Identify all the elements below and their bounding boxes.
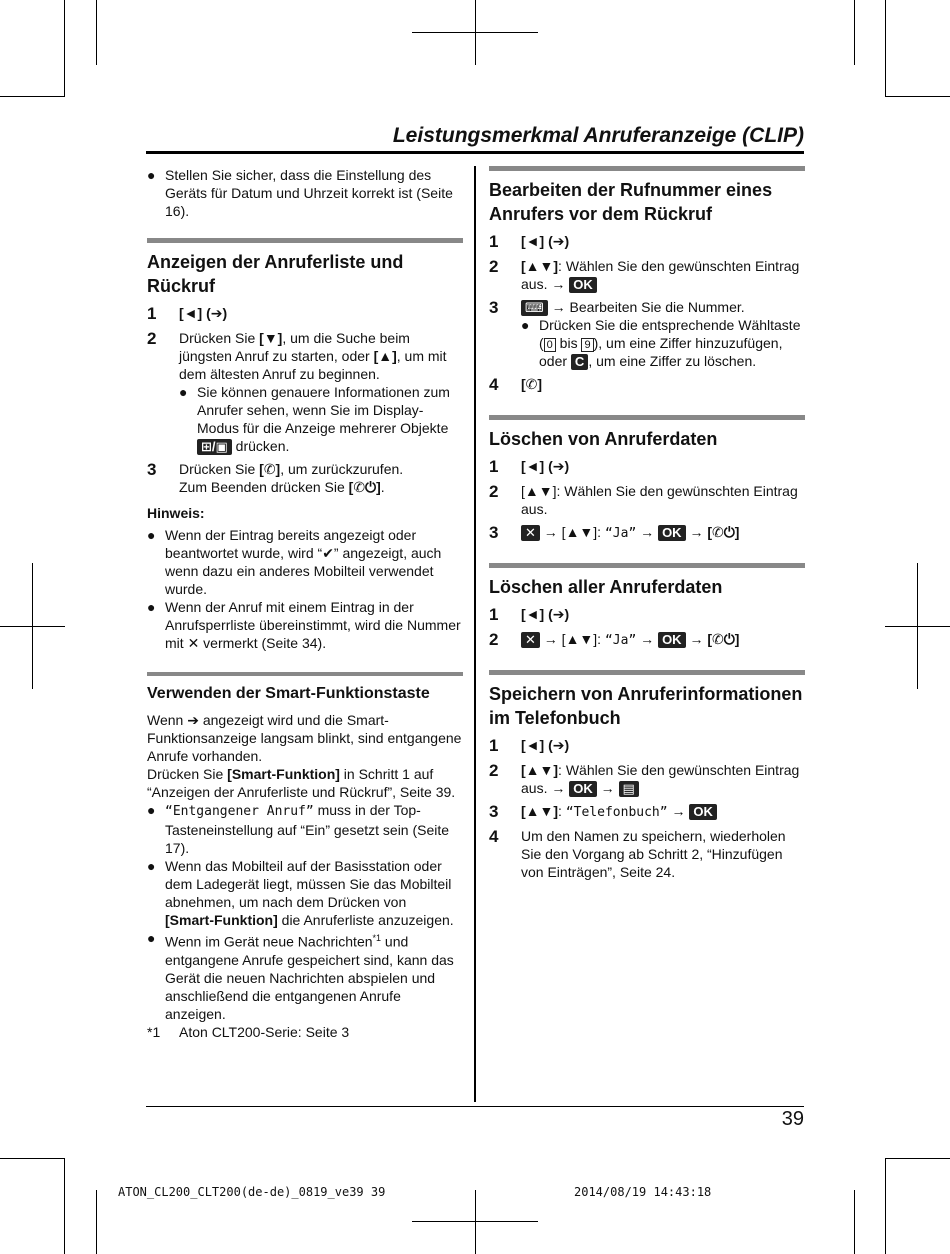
- bullet-text: [197, 383, 463, 455]
- key-up: [▲]: [373, 348, 397, 364]
- crop-mark: [412, 32, 538, 33]
- section-title-smart-key: Verwenden der Smart-Funktionstaste: [147, 672, 463, 705]
- bullet-text: [165, 598, 463, 652]
- step-3: [489, 523, 805, 543]
- step-number: 3: [489, 802, 499, 821]
- step-number: 2: [489, 257, 499, 276]
- note-bullet-1: [147, 526, 463, 598]
- text: drücken.: [231, 438, 290, 454]
- text: → [▲▼]:: [539, 524, 605, 540]
- step-3: [489, 802, 805, 822]
- step-text: [◄] (➔): [521, 233, 570, 249]
- text: Drücken Sie: [179, 461, 260, 477]
- smart-bullet-2: [147, 857, 463, 929]
- key-9: 9: [581, 338, 593, 352]
- step-text: [◄] (➔): [521, 458, 570, 474]
- multi-view-icon: ⊞/▣: [197, 439, 232, 455]
- crop-mark: [885, 96, 950, 97]
- blocked-call-icon: ✕: [187, 635, 200, 651]
- section-title-delete-all: Löschen aller Anruferdaten: [489, 563, 805, 599]
- crop-mark: [885, 1158, 886, 1254]
- crop-mark: [96, 0, 97, 65]
- talk-key-icon: [✆]: [521, 376, 543, 392]
- text: , um die Suche beim jüngsten Anruf zu starten, oder: [179, 330, 410, 364]
- print-slug-right: 2014/08/19 14:43:18: [574, 1185, 712, 1199]
- step-text: [◄] (➔): [521, 737, 570, 753]
- text: →: [636, 524, 659, 540]
- step-4: [489, 375, 805, 395]
- crop-mark: [412, 1221, 538, 1222]
- right-column: [489, 166, 805, 881]
- text: →: [636, 631, 659, 647]
- step-number: 1: [147, 304, 157, 323]
- step-text: Um den Namen zu speichern, wiederholen Sie den Vorgang ab Schritt 2, “Hinzufügen von Einträgen”, Seite 24.: [521, 828, 786, 880]
- talk-key-icon: [✆]: [259, 461, 281, 477]
- step-number: 2: [489, 630, 499, 649]
- step-1: [147, 304, 463, 324]
- off-key-icon: [✆⏻]: [348, 479, 381, 495]
- section-title-call-list: Anzeigen der Anruferliste und Rückruf: [147, 238, 463, 298]
- edit-icon: ⌨: [521, 300, 548, 316]
- step-number: 3: [489, 523, 499, 542]
- step-3-bullet: [521, 316, 805, 370]
- text: Drücken Sie: [147, 766, 228, 782]
- crop-mark: [64, 1158, 65, 1254]
- missed-call-icon: ➔: [187, 712, 199, 728]
- footnote-ref: *1: [372, 933, 382, 943]
- step-text: [▲▼]: Wählen Sie den gewünschten Eintrag aus.: [521, 483, 798, 517]
- bullet-text: [539, 316, 805, 370]
- intro-text: Stellen Sie sicher, dass die Einstellung des Geräts für Datum und Uhrzeit korrekt ist (Seite 16).: [165, 167, 453, 219]
- step-text: [179, 329, 463, 455]
- crop-mark: [885, 626, 950, 627]
- bullet-text: [165, 526, 463, 598]
- note-label: Hinweis:: [147, 505, 205, 521]
- text: → Bearbeiten Sie die Nummer.: [547, 299, 745, 315]
- menu-option: “Ja”: [604, 526, 637, 541]
- off-key-icon: → [✆⏻]: [685, 524, 740, 540]
- step-number: 1: [489, 457, 499, 476]
- smart-key-label: [Smart-Funktion]: [165, 912, 278, 928]
- text: ), um eine Ziffer hinzuzufügen, oder: [539, 335, 783, 369]
- navigator-key-icon: [▲▼]: [521, 762, 559, 778]
- step-2: [489, 482, 805, 518]
- smart-key-paragraph: [147, 711, 463, 801]
- step-1: [489, 736, 805, 756]
- step-3: [147, 460, 463, 496]
- footnote-text: Aton CLT200-Serie: Seite 3: [179, 1023, 350, 1040]
- step-number: 2: [147, 329, 157, 348]
- text: in Schritt 1 auf “Anzeigen der Anruferliste und Rückruf”, Seite 39.: [147, 766, 456, 800]
- section-title-edit-number: Bearbeiten der Rufnummer eines Anrufers vor dem Rückruf: [489, 166, 805, 226]
- bullet-dot: ●: [521, 317, 530, 333]
- bullet-dot: ●: [147, 527, 156, 543]
- footer-rule: [146, 1106, 804, 1107]
- text: und entgangene Anrufe gespeichert sind, kann das Gerät die neuen Nachrichten abspielen und anschließend die entgangenen Anrufe anzeigen.: [165, 933, 454, 1022]
- crop-mark: [885, 1158, 950, 1159]
- step-text: [179, 460, 463, 496]
- text: : Wählen Sie den gewünschten Eintrag aus. →: [521, 762, 800, 796]
- step-2: [489, 761, 805, 797]
- step-text: [521, 630, 805, 650]
- step-text: [◄] (➔): [521, 606, 570, 622]
- smart-bullet-3: [147, 929, 463, 1023]
- bullet-dot: ●: [147, 930, 156, 946]
- smart-key-label: [Smart-Funktion]: [227, 766, 340, 782]
- ok-key: OK: [569, 277, 597, 293]
- menu-option: “Telefonbuch”: [565, 805, 668, 820]
- crop-mark: [475, 1190, 476, 1254]
- key-down: [▼]: [259, 330, 283, 346]
- bullet-dot: ●: [147, 167, 156, 183]
- note-bullet-2: [147, 598, 463, 652]
- text: Wenn der Anruf mit einem Eintrag in der Anrufsperrliste übereinstimmt, wird die Nummer mit: [165, 599, 461, 651]
- text: Wenn: [147, 712, 188, 728]
- bullet-dot: ●: [147, 599, 156, 615]
- page-header-title: Leistungsmerkmal Anruferanzeige (CLIP): [392, 124, 804, 147]
- ok-key: OK: [689, 804, 717, 820]
- text: , um mit dem ältesten Anruf zu beginnen.: [179, 348, 447, 382]
- key-0: 0: [544, 338, 556, 352]
- check-icon: ✔: [322, 545, 334, 561]
- menu-option: “Entgangener Anruf”: [165, 804, 314, 819]
- step-2: [147, 329, 463, 455]
- text: muss in der Top-Tasteneinstellung auf “Ein” gesetzt sein (Seite 17).: [165, 802, 450, 856]
- step-text: [521, 298, 805, 370]
- step-2: [489, 630, 805, 650]
- left-column: [147, 166, 463, 1041]
- text: , um eine Ziffer zu löschen.: [588, 353, 757, 369]
- step-3: [489, 298, 805, 370]
- text: :: [558, 803, 566, 819]
- step-number: 3: [147, 460, 157, 479]
- section-title-delete-entry: Löschen von Anruferdaten: [489, 415, 805, 451]
- navigator-key-icon: [▲▼]: [521, 258, 559, 274]
- step-number: 1: [489, 736, 499, 755]
- step-number: 4: [489, 827, 499, 846]
- text: ” angezeigt, auch wenn dazu ein anderes Mobilteil verwendet wurde.: [165, 545, 442, 597]
- bullet-dot: ●: [147, 858, 156, 874]
- step-number: 2: [489, 482, 499, 501]
- step-2-bullet: [179, 383, 463, 455]
- step-text: [521, 802, 805, 822]
- ok-key: OK: [658, 632, 686, 648]
- phonebook-save-icon: ▤: [619, 781, 639, 797]
- step-4: [489, 827, 805, 881]
- bullet-text: [165, 857, 463, 929]
- step-text: [521, 761, 805, 797]
- bullet-dot: ●: [179, 384, 188, 400]
- text: , um zurückzurufen.: [280, 461, 404, 477]
- step-1: [489, 232, 805, 252]
- text: : Wählen Sie den gewünschten Eintrag aus. →: [521, 258, 800, 292]
- step-1: [489, 457, 805, 477]
- text: Drücken Sie die entsprechende Wähltaste (: [539, 317, 801, 351]
- print-slug-left: ATON_CL200_CLT200(de-de)_0819_ve39 39: [118, 1185, 386, 1199]
- step-number: 1: [489, 232, 499, 251]
- step-number: 2: [489, 761, 499, 780]
- text: Zum Beenden drücken Sie: [179, 479, 349, 495]
- step-number: 3: [489, 298, 499, 317]
- text: Wenn der Eintrag bereits angezeigt oder beantwortet wurde, wird “: [165, 527, 417, 561]
- text: Wenn das Mobilteil auf der Basisstation oder dem Ladegerät liegt, müssen Sie das Mobilteil abnehmen, um nach dem Drücken von: [165, 858, 452, 910]
- clear-key: C: [571, 354, 588, 370]
- column-divider: [474, 166, 476, 1102]
- text: Wenn im Gerät neue Nachrichten: [165, 933, 373, 950]
- header-rule: [146, 151, 804, 154]
- crop-mark: [0, 626, 65, 627]
- text: angezeigt wird und die Smart-Funktionsanzeige langsam blinkt, sind entgangene Anrufe vorhanden.: [147, 712, 462, 764]
- crop-mark: [96, 1190, 97, 1254]
- menu-option: “Ja”: [604, 633, 637, 648]
- bullet-dot: ●: [147, 802, 156, 818]
- ok-key: OK: [569, 781, 597, 797]
- ok-key: OK: [658, 525, 686, 541]
- step-1: [489, 605, 805, 625]
- step-text: [521, 257, 805, 293]
- text: →: [596, 780, 619, 796]
- step-text: [521, 523, 805, 543]
- text: → [▲▼]:: [539, 631, 605, 647]
- footnote-mark: *1: [147, 1023, 161, 1040]
- bullet-text: [165, 929, 463, 1023]
- step-number: 1: [489, 605, 499, 624]
- crop-mark: [854, 1190, 855, 1254]
- page-number: 39: [781, 1108, 804, 1130]
- text: .: [380, 479, 385, 495]
- section-title-save-phonebook: Speichern von Anruferinformationen im Telefonbuch: [489, 670, 805, 730]
- text: bis: [555, 335, 582, 351]
- text: Sie können genauere Informationen zum Anrufer sehen, wenn Sie im Display-Modus für die Anzeige mehrerer Objekte: [197, 384, 450, 436]
- step-2: [489, 257, 805, 293]
- step-number: 4: [489, 375, 499, 394]
- crop-mark: [885, 0, 886, 97]
- delete-icon: ✕: [521, 632, 540, 648]
- bullet-text: [165, 801, 463, 857]
- crop-mark: [854, 0, 855, 65]
- text: Drücken Sie: [179, 330, 260, 346]
- text: →: [667, 803, 690, 819]
- crop-mark: [0, 96, 65, 97]
- step-text: [◄] (➔): [179, 305, 228, 321]
- smart-bullet-1: [147, 801, 463, 857]
- crop-mark: [64, 0, 65, 97]
- intro-bullet: [147, 166, 463, 220]
- delete-icon: ✕: [521, 525, 540, 541]
- crop-mark: [0, 1158, 65, 1159]
- text: die Anruferliste anzuzeigen.: [277, 912, 454, 928]
- navigator-key-icon: [▲▼]: [521, 803, 559, 819]
- footnote: [147, 1023, 463, 1041]
- off-key-icon: → [✆⏻]: [685, 631, 740, 647]
- text: vermerkt (Seite 34).: [199, 635, 327, 651]
